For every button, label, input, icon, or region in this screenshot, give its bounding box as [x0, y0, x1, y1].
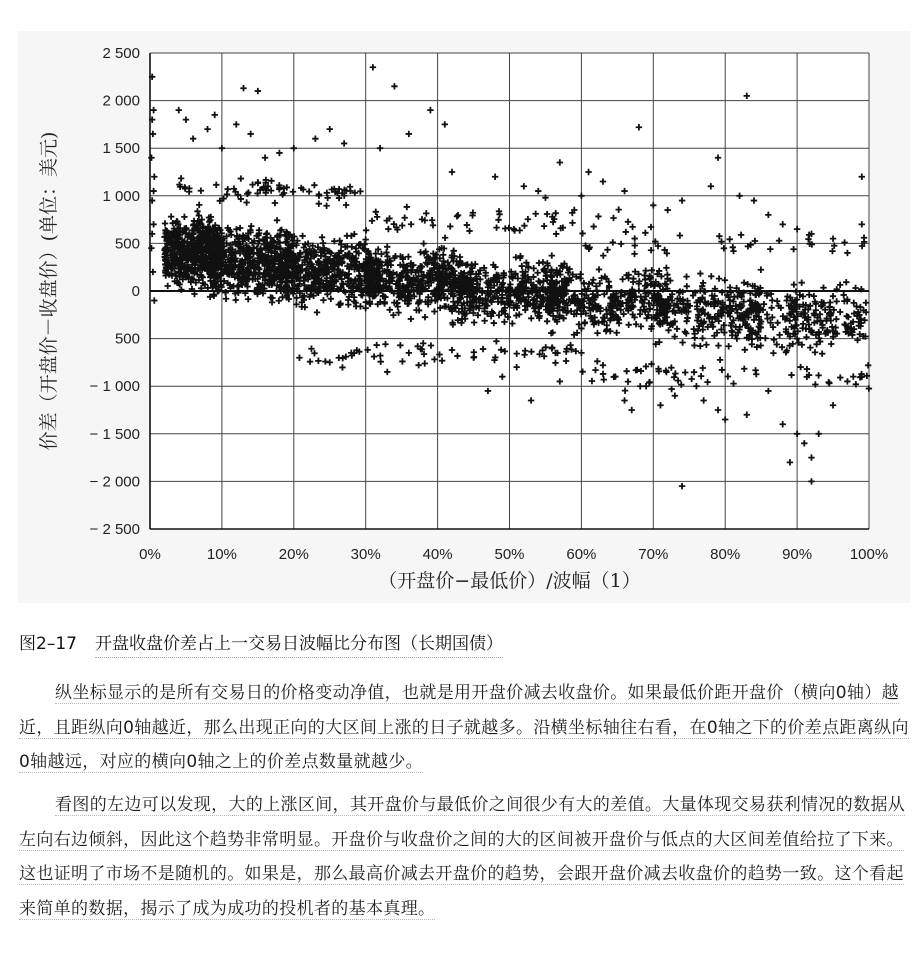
y-tick-label: 1 500	[102, 140, 140, 158]
scatter-chart	[18, 31, 910, 603]
x-tick-label: 0%	[139, 546, 161, 563]
x-tick-label: 100%	[849, 546, 889, 563]
figure-number: 图2–17	[19, 634, 77, 654]
x-tick-label: 20%	[278, 546, 309, 563]
x-tick-label: 10%	[206, 546, 237, 563]
x-axis-title: （开盘价−最低价）/波幅（1）	[378, 570, 641, 592]
y-tick-label: 2 500	[102, 45, 140, 62]
paragraph-1-text: 纵坐标显示的是所有交易日的价格变动净值，也就是用开盘价减去收盘价。如果最低价距开盘价（横向0轴）越近，且距纵向0轴越近，那么出现正向的大区间上涨的日子就越多。沿横坐标轴往右看，在0轴之下的价差点距离纵向0轴越远，对应的横向0轴之上的价差点数量就越少。	[19, 683, 909, 772]
y-tick-label: − 2 000	[89, 473, 140, 491]
y-tick-label: 500	[114, 330, 140, 348]
paragraph-1	[19, 676, 911, 780]
y-tick-label: 0	[131, 283, 140, 300]
y-tick-label: − 1 500	[89, 425, 140, 443]
x-tick-label: 30%	[350, 546, 381, 563]
y-tick-label: 1 000	[102, 187, 140, 205]
paragraph-2	[19, 788, 911, 926]
x-tick-label: 70%	[638, 546, 669, 563]
figure-title: 开盘收盘价差占上一交易日波幅比分布图（长期国债）	[95, 634, 503, 658]
paragraph-2-text: 看图的左边可以发现，大的上涨区间，其开盘价与最低价之间很少有大的差值。大量体现交易获利情况的数据从左向右边倾斜，因此这个趋势非常明显。开盘价与收盘价之间的大的区间被开盘价与低点的大区间差值给拉了下来。这也证明了市场不是随机的。如果是，那么最高价减去开盘价的趋势，会跟开盘价减去收盘价的趋势一致。这个看起来简单的数据，揭示了成为成功的投机者的基本真理。	[19, 795, 906, 919]
y-tick-label: 2 000	[102, 92, 140, 110]
x-tick-label: 50%	[494, 546, 525, 563]
figure-caption	[19, 629, 899, 654]
y-tick-label: 500	[114, 235, 140, 253]
x-tick-label: 90%	[782, 546, 813, 563]
x-tick-label: 80%	[710, 546, 741, 563]
y-tick-label: − 2 500	[89, 521, 140, 538]
scatter-figure	[18, 31, 910, 603]
x-tick-label: 40%	[422, 546, 453, 563]
y-tick-label: − 1 000	[89, 378, 140, 396]
x-tick-label: 60%	[566, 546, 597, 563]
y-axis-title: 价差（开盘价－收盘价）(单位：美元)	[38, 131, 60, 451]
